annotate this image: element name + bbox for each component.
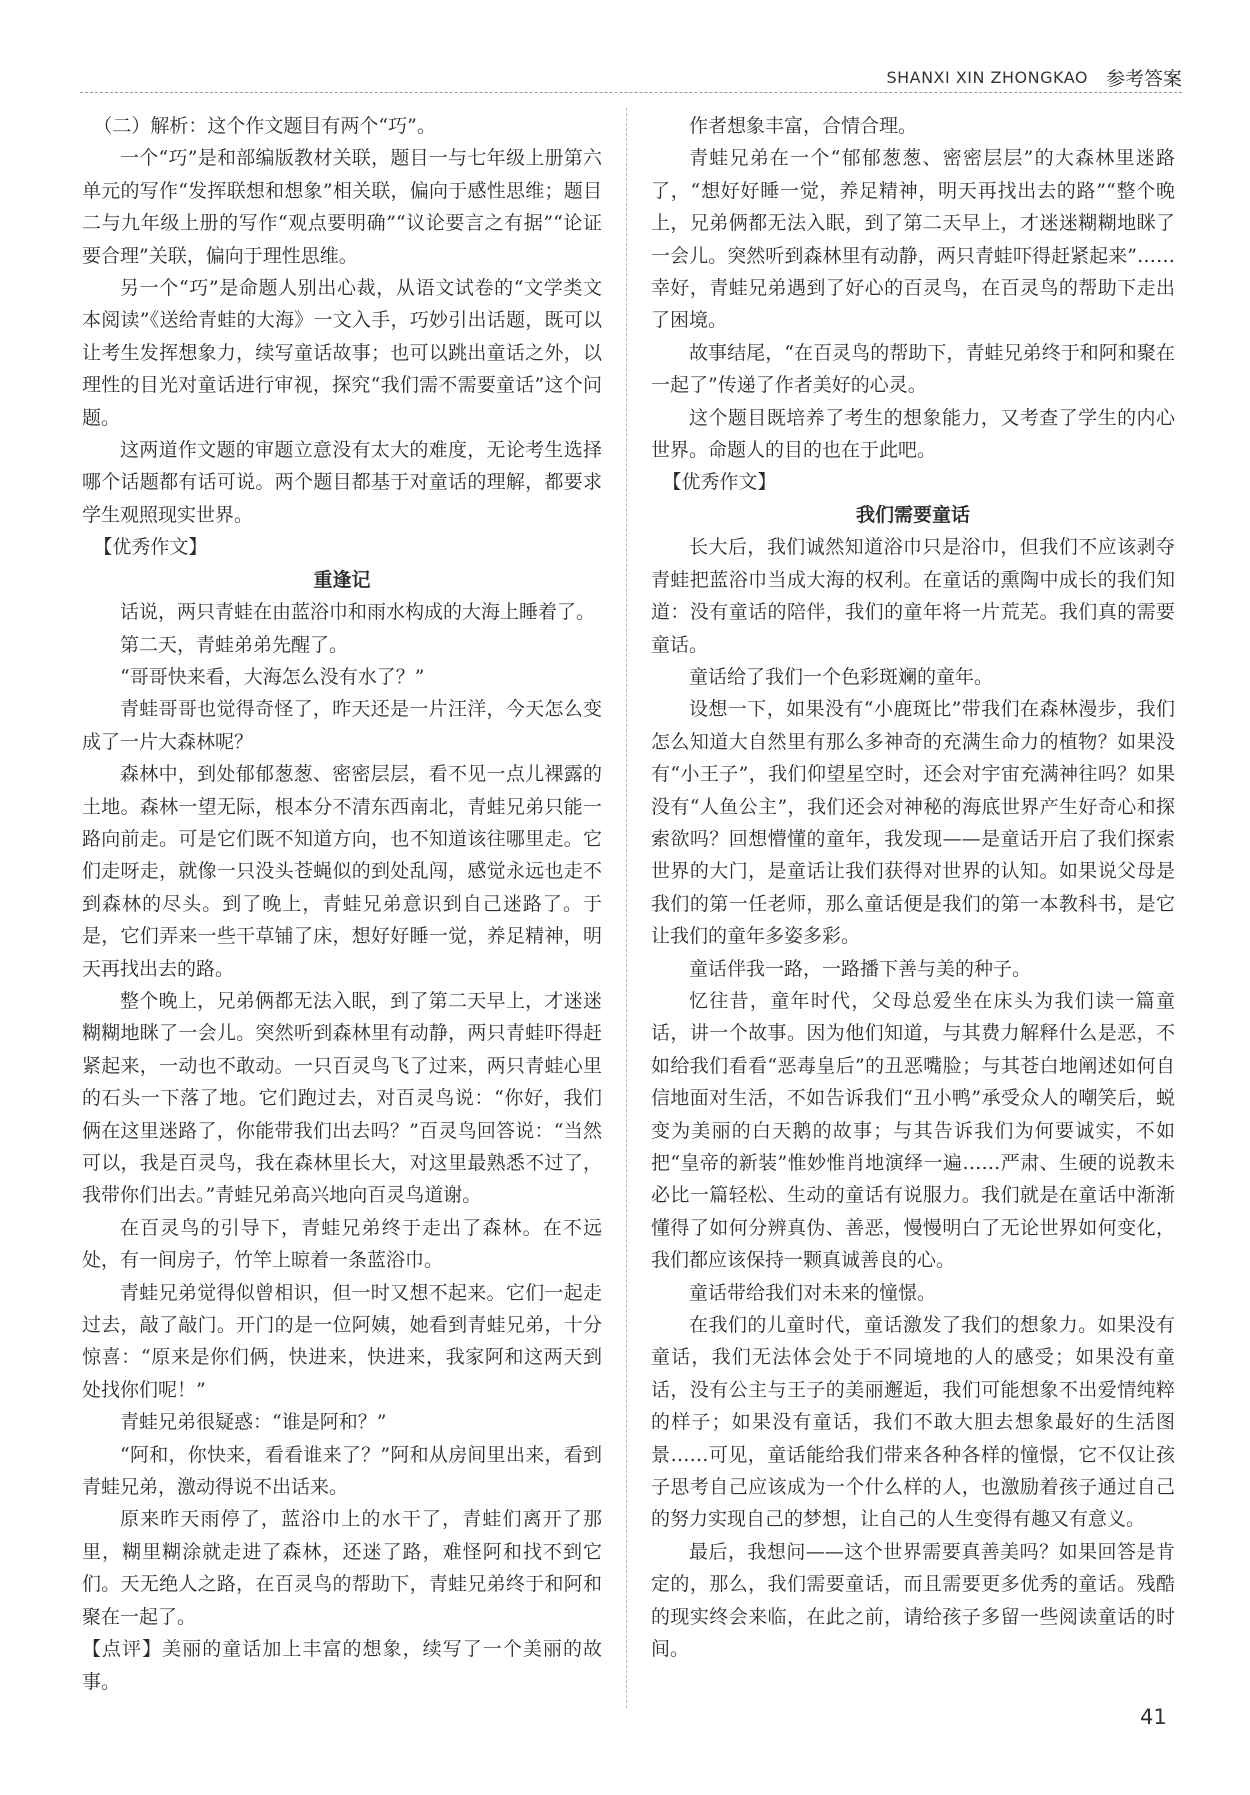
section-heading: （二）解析：这个作文题目有两个“巧”。 — [93, 115, 436, 137]
paragraph: 第二天，青蛙弟弟先醒了。 — [120, 633, 349, 656]
paragraph: “哥哥快来看，大海怎么没有水了？” — [120, 665, 425, 688]
essay-title: 我们需要童话 — [855, 503, 970, 526]
paragraph: 在百灵鸟的引导下，青蛙兄弟终于走出了森林。在不远处，有一间房子，竹竿上晾着一条蓝浴巾。 — [82, 1216, 602, 1272]
paragraph: 青蛙兄弟很疑惑：“谁是阿和？” — [120, 1411, 387, 1434]
header-divider — [80, 92, 1182, 93]
left-column — [82, 110, 602, 1698]
paragraph: 故事结尾，“在百灵鸟的帮助下，青蛙兄弟终于和阿和聚在一起了”传递了作者美好的心灵。 — [651, 341, 1175, 397]
paragraph: 童话给了我们一个色彩斑斓的童年。 — [689, 665, 994, 688]
paragraph: 整个晚上，兄弟俩都无法入眠，到了第二天早上，才迷迷糊糊地眯了一会儿。突然听到森林里有动静，两只青蛙吓得赶紧起来，一动也不敢动。一只百灵鸟飞了过来，两只青蛙心里的石头一下落了地。它们跑过去，对百灵鸟说：“你好，我们俩在这里迷路了，你能带我们出去吗？”百灵鸟回答说：“当然可以，我是百灵鸟，我在森林里长大，对这里最熟悉不过了，我带你们出去。”青蛙兄弟高兴地向百灵鸟道谢。 — [82, 989, 602, 1207]
running-header — [820, 62, 1182, 92]
header-english: SHANXI XIN ZHONGKAO — [886, 67, 1088, 87]
essay-title: 重逢记 — [313, 568, 371, 591]
paragraph: 长大后，我们诚然知道浴巾只是浴巾，但我们不应该剥夺青蛙把蓝浴巾当成大海的权利。在童话的熏陶中成长的我们知道：没有童话的陪伴，我们的童年将一片荒芜。我们真的需要童话。 — [651, 536, 1175, 656]
paragraph: “阿和，你快来，看看谁来了？”阿和从房间里出来，看到青蛙兄弟，激动得说不出话来。 — [82, 1443, 602, 1499]
header-chinese: 参考答案 — [1105, 67, 1182, 90]
section-heading: 【优秀作文】 — [662, 471, 777, 494]
paragraph: 原来昨天雨停了，蓝浴巾上的水干了，青蛙们离开了那里，糊里糊涂就走进了森林，还迷了路，难怪阿和找不到它们。天无绝人之路，在百灵鸟的帮助下，青蛙兄弟终于和阿和聚在一起了。 — [82, 1508, 602, 1628]
paragraph: 最后，我想问——这个世界需要真善美吗？如果回答是肯定的，那么，我们需要童话，而且需要更多优秀的童话。残酷的现实终会来临，在此之前，请给孩子多留一些阅读童话的时间。 — [651, 1540, 1175, 1661]
paragraph: 在我们的儿童时代，童话激发了我们的想象力。如果没有童话，我们无法体会处于不同境地的人的感受；如果没有童话，没有公主与王子的美丽邂逅，我们可能想象不出爱情纯粹的样子；如果没有童话，我们不敢大胆去想象最好的生活图景……可见，童话能给我们带来各种各样的憧憬，它不仅让孩子思考自己应该成为一个什么样的人，也激励着孩子通过自己的努力实现自己的梦想，让自己的人生变得有趣又有意义。 — [651, 1314, 1175, 1531]
paragraph: 这两道作文题的审题立意没有太大的难度，无论考生选择哪个话题都有话可说。两个题目都基于对童话的理解，都要求学生观照现实世界。 — [82, 439, 602, 526]
column-divider — [626, 108, 627, 1708]
right-column — [651, 110, 1175, 1666]
paragraph: 森林中，到处郁郁葱葱、密密层层，看不见一点儿裸露的土地。森林一望无际，根本分不清东西南北，青蛙兄弟只能一路向前走。可是它们既不知道方向，也不知道该往哪里走。它们走呀走，就像一只没头苍蝇似的到处乱闯，感觉永远也走不到森林的尽头。到了晚上，青蛙兄弟意识到自己迷路了。于是，它们弄来一些干草铺了床，想好好睡一觉，养足精神，明天再找出去的路。 — [82, 763, 602, 980]
paragraph: 青蛙哥哥也觉得奇怪了，昨天还是一片汪洋，今天怎么变成了一片大森林呢？ — [82, 698, 602, 753]
comment-paragraph: 【点评】美丽的童话加上丰富的想象，续写了一个美丽的故事。 — [82, 1638, 602, 1693]
paragraph: 童话带给我们对未来的憧憬。 — [689, 1281, 937, 1304]
paragraph: 青蛙兄弟觉得似曾相识，但一时又想不起来。它们一起走过去，敲了敲门。开门的是一位阿姨，她看到青蛙兄弟，十分惊喜：“原来是你们俩，快进来，快进来，我家阿和这两天到处找你们呢！” — [82, 1281, 602, 1401]
paragraph: 忆往昔，童年时代，父母总爱坐在床头为我们读一篇童话，讲一个故事。因为他们知道，与其费力解释什么是恶，不如给我们看看“恶毒皇后”的丑恶嘴脸；与其苍白地阐述如何自信地面对生活，不如告诉我们“丑小鸭”承受众人的嘲笑后，蜕变为美丽的白天鹅的故事；与其告诉我们为何要诚实，不如把“皇帝的新装”惟妙惟肖地演绎一遍……严肃、生硬的说教未必比一篇轻松、生动的童话有说服力。我们就是在童话中渐渐懂得了如何分辨真伪、善恶，慢慢明白了无论世界如何变化，我们都应该保持一颗真诚善良的心。 — [651, 989, 1175, 1272]
paragraph: 话说，两只青蛙在由蓝浴巾和雨水构成的大海上睡着了。 — [120, 601, 596, 624]
paragraph: 作者想象丰富，合情合理。 — [689, 115, 918, 137]
paragraph: 青蛙兄弟在一个“郁郁葱葱、密密层层”的大森林里迷路了，“想好好睡一觉，养足精神，明天再找出去的路”“整个晚上，兄弟俩都无法入眠，到了第二天早上，才迷迷糊糊地眯了一会儿。突然听到森林里有动静，两只青蛙吓得赶紧起来”……幸好，青蛙兄弟遇到了好心的百灵鸟，在百灵鸟的帮助下走出了困境。 — [651, 147, 1175, 332]
paragraph: 设想一下，如果没有“小鹿斑比”带我们在森林漫步，我们怎么知道大自然里有那么多神奇的充满生命力的植物？如果没有“小王子”，我们仰望星空时，还会对宇宙充满神往吗？如果没有“人鱼公主”，我们还会对神秘的海底世界产生好奇心和探索欲吗？回想懵懂的童年，我发现——是童话开启了我们探索世界的大门，是童话让我们获得对世界的认知。如果说父母是我们的第一任老师，那么童话便是我们的第一本教科书，是它让我们的童年多姿多彩。 — [651, 698, 1175, 948]
paragraph: 童话伴我一路，一路播下善与美的种子。 — [689, 957, 1032, 980]
section-heading: 【优秀作文】 — [93, 536, 208, 559]
page-number: 41 — [1140, 1705, 1167, 1729]
paragraph: 这个题目既培养了考生的想象能力，又考查了学生的内心世界。命题人的目的也在于此吧。 — [651, 406, 1175, 462]
paragraph: 一个“巧”是和部编版教材关联，题目一与七年级上册第六单元的写作“发挥联想和想象”相关联，偏向于感性思维；题目二与九年级上册的写作“观点要明确”“议论要言之有据”“论证要合理”关联，偏向于理性思维。 — [82, 147, 602, 267]
paragraph: 另一个“巧”是命题人别出心裁，从语文试卷的“文学类文本阅读”《送给青蛙的大海》一文入手，巧妙引出话题，既可以让考生发挥想象力，续写童话故事；也可以跳出童话之外，以理性的目光对童话进行审视，探究“我们需不需要童话”这个问题。 — [82, 277, 602, 429]
